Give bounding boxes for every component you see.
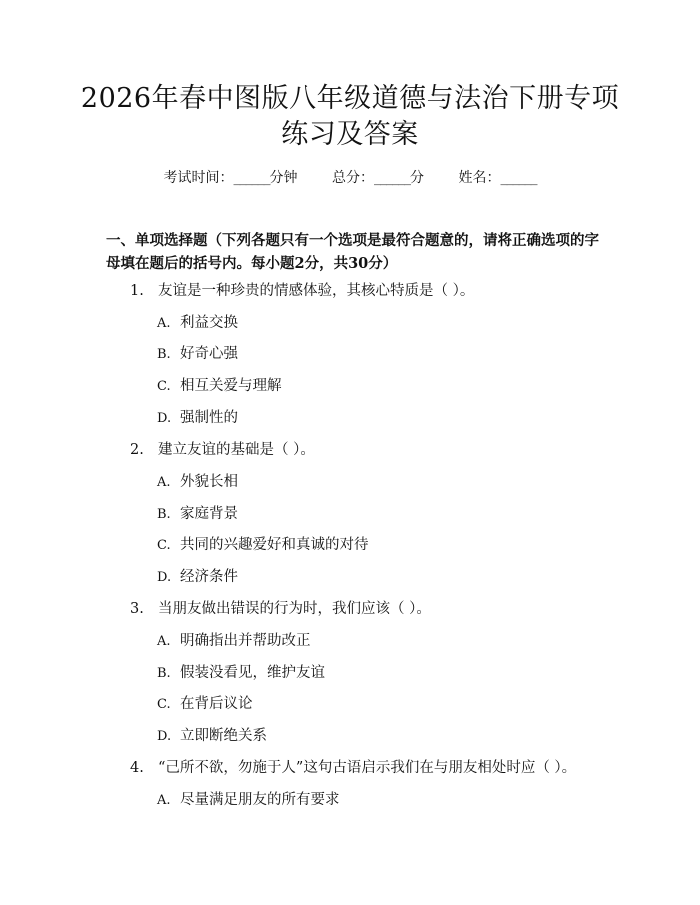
question-3-option-d [157, 726, 267, 747]
question-3-option-c [157, 694, 253, 715]
question-stem: “己所不欲，勿施于人”这句古语启示我们在与朋友相处时应（ ）。 [158, 760, 577, 776]
student-name-label: 姓名： [458, 170, 501, 186]
question-3 [130, 599, 431, 619]
question-4-option-a [157, 790, 340, 811]
option-text: 立即断绝关系 [180, 728, 267, 744]
document-title-line-1: 2026年春中图版八年级道德与法治下册专项 [80, 83, 620, 114]
option-text: 明确指出并帮助改正 [180, 633, 311, 649]
option-text: 相互关爱与理解 [180, 378, 282, 394]
question-1-option-a [157, 313, 238, 334]
total-score-label: 总分： [332, 170, 374, 186]
exam-time-label: 考试时间： [163, 170, 234, 186]
question-2-option-b [157, 504, 238, 525]
option-text: 共同的兴趣爱好和真诚的对待 [180, 537, 369, 553]
option-label: C. [157, 538, 171, 553]
option-label: D. [157, 570, 172, 585]
total-score-blank: ______ [374, 170, 410, 186]
option-label: B. [157, 507, 171, 522]
document-title-line-2: 练习及答案 [281, 119, 419, 150]
option-text: 强制性的 [180, 410, 238, 426]
option-label: A. [157, 475, 171, 490]
question-stem: 当朋友做出错误的行为时，我们应该（ ）。 [158, 601, 431, 617]
question-number: 3. [130, 601, 144, 617]
exam-info-line [0, 168, 700, 188]
exam-time-unit: 分钟 [269, 170, 298, 186]
question-4 [130, 758, 576, 778]
option-label: D. [157, 411, 172, 426]
question-2-option-a [157, 472, 238, 493]
option-text: 经济条件 [180, 569, 238, 585]
question-1-option-b [157, 344, 238, 365]
student-name-blank: ______ [500, 170, 537, 186]
option-text: 假装没看见，维护友谊 [180, 665, 325, 681]
question-stem: 建立友谊的基础是（ ）。 [158, 442, 315, 458]
option-text: 好奇心强 [180, 346, 238, 362]
option-label: C. [157, 379, 171, 394]
option-label: A. [157, 793, 171, 808]
exam-time-blank: ______ [233, 170, 270, 186]
option-text: 在背后议论 [180, 696, 253, 712]
question-number: 1. [130, 283, 144, 299]
question-1-option-c [157, 376, 282, 397]
option-label: B. [157, 347, 171, 362]
option-label: A. [157, 316, 171, 331]
question-2-option-c [157, 535, 369, 556]
student-name-field [458, 170, 536, 186]
option-text: 尽量满足朋友的所有要求 [180, 792, 340, 808]
question-3-option-a [157, 631, 311, 652]
question-3-option-b [157, 663, 325, 684]
section-heading: 一、单项选择题（下列各题只有一个选项是最符合题意的，请将正确选项的字母填在题后的括号内。每小题2分，共30分） [106, 232, 599, 272]
option-text: 家庭背景 [180, 506, 238, 522]
question-stem: 友谊是一种珍贵的情感体验，其核心特质是（ ）。 [158, 283, 475, 299]
option-label: C. [157, 697, 171, 712]
option-text: 外貌长相 [180, 474, 238, 490]
option-label: A. [157, 634, 171, 649]
total-score-unit: 分 [410, 170, 424, 186]
question-number: 2. [130, 442, 144, 458]
option-label: D. [157, 729, 172, 744]
question-2 [130, 440, 315, 460]
question-2-option-d [157, 567, 238, 588]
total-score-field [332, 170, 424, 186]
question-1 [130, 281, 474, 301]
option-text: 利益交换 [180, 315, 238, 331]
exam-time-field [164, 170, 298, 186]
option-label: B. [157, 666, 171, 681]
question-1-option-d [157, 408, 238, 429]
question-number: 4. [130, 760, 144, 776]
